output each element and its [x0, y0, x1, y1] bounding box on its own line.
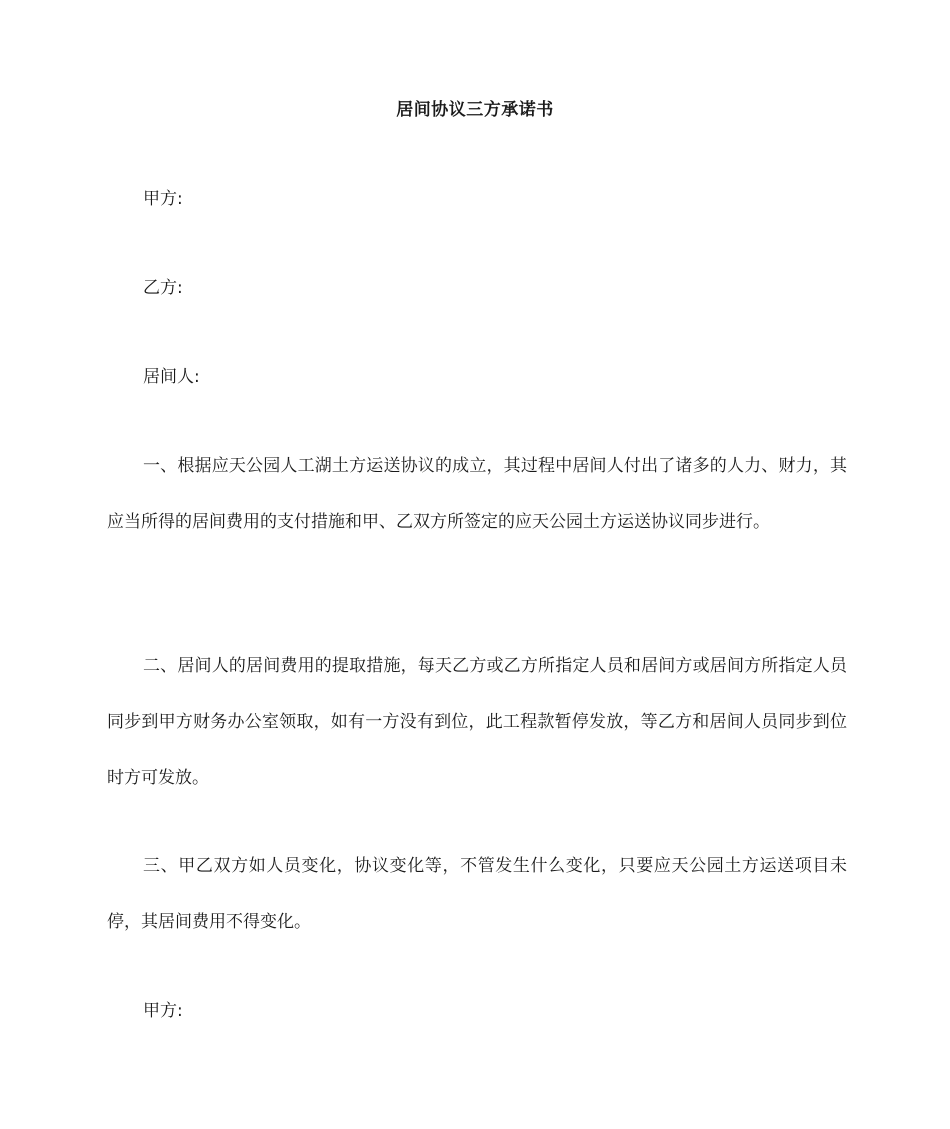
party-b-label: 乙方:	[143, 278, 183, 298]
clause-1: 一、根据应天公园人工湖土方运送协议的成立，其过程中居间人付出了诸多的人力、财力，其应当所得的居间费用的支付措施和甲、乙双方所签定的应天公园土方运送协议同步进行。	[107, 456, 847, 532]
clause-3: 三、甲乙双方如人员变化，协议变化等，不管发生什么变化，只要应天公园土方运送项目未停，其居间费用不得变化。	[107, 856, 847, 932]
clause-2: 二、居间人的居间费用的提取措施，每天乙方或乙方所指定人员和居间方或居间方所指定人员同步到甲方财务办公室领取，如有一方没有到位，此工程款暂停发放，等乙方和居间人员同步到位时方可发放。	[107, 656, 847, 788]
document-title: 居间协议三方承诺书	[396, 100, 554, 120]
intermediary-label: 居间人:	[143, 367, 200, 387]
party-a-label: 甲方:	[143, 189, 183, 209]
signature-party-a-label: 甲方:	[143, 1001, 183, 1021]
